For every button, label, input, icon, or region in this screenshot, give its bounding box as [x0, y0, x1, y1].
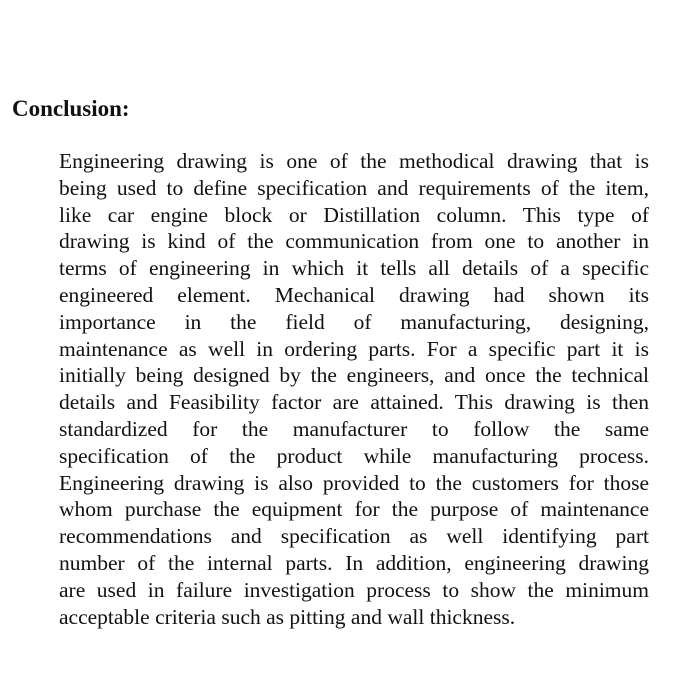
- paragraph-line: initially being designed by the engineers, and once the technical: [59, 363, 649, 388]
- paragraph-line: engineered element. Mechanical drawing had shown its: [59, 282, 649, 307]
- paragraph-line: drawing is kind of the communication from one to another in: [59, 229, 649, 254]
- paragraph-line: whom purchase the equipment for the purpose of maintenance: [59, 497, 649, 522]
- paragraph-line: terms of engineering in which it tells all details of a specific: [59, 256, 649, 281]
- paragraph-line: like car engine block or Distillation column. This type of: [59, 202, 649, 227]
- paragraph-line: acceptable criteria such as pitting and wall thickness.: [59, 604, 516, 629]
- paragraph-line: being used to define specification and requirements of the item,: [59, 175, 649, 200]
- conclusion-paragraph: [59, 148, 649, 630]
- paragraph-line: details and Feasibility factor are attained. This drawing is then: [59, 390, 649, 415]
- section-heading: Conclusion:: [12, 96, 130, 121]
- paragraph-line: Engineering drawing is also provided to the customers for those: [59, 470, 649, 495]
- paragraph-line: are used in failure investigation process to show the minimum: [59, 577, 649, 602]
- paragraph-line: maintenance as well in ordering parts. For a specific part it is: [59, 336, 649, 361]
- paragraph-line: specification of the product while manufacturing process.: [59, 443, 649, 468]
- paragraph-line: number of the internal parts. In addition, engineering drawing: [59, 550, 649, 575]
- paragraph-line: standardized for the manufacturer to follow the same: [59, 416, 649, 441]
- paragraph-line: Engineering drawing is one of the methodical drawing that is: [59, 149, 649, 173]
- paragraph-line: recommendations and specification as well identifying part: [59, 524, 649, 549]
- paragraph-line: importance in the field of manufacturing, designing,: [59, 309, 649, 334]
